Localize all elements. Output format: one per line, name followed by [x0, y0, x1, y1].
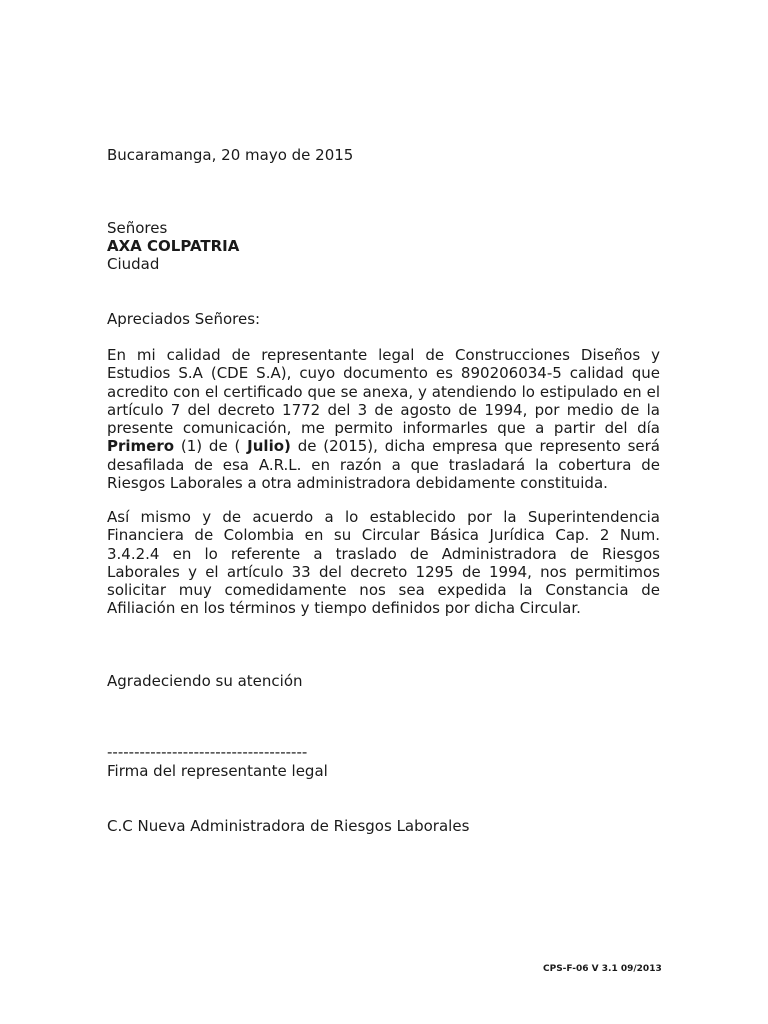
bold-day: Primero [107, 437, 175, 456]
paragraph-2 [107, 508, 660, 618]
paragraph-1-line: artículo 7 del decreto 1772 del 3 de agosto de 1994, por medio de la [107, 400, 660, 419]
paragraph-2-line: Financiera de Colombia en su Circular Básica Jurídica Cap. 2 Num. [107, 526, 660, 545]
paragraph-1-line-mixed [107, 437, 660, 455]
text-fragment: (1) de ( [174, 437, 248, 456]
greeting: Apreciados Señores: [107, 310, 261, 328]
paragraph-2-line: solicitar muy comedidamente nos sea expedida la Constancia de [107, 581, 660, 600]
paragraph-2-line: Laborales y el artículo 33 del decreto 1295 de 1994, nos permitimos [107, 562, 660, 581]
closing: Agradeciendo su atención [107, 672, 303, 690]
bold-month: Julio) [247, 437, 291, 456]
form-code: CPS-F-06 V 3.1 09/2013 [543, 964, 662, 974]
recipient-title: Señores [107, 219, 168, 237]
paragraph-2-line: Afiliación en los términos y tiempo definidos por dicha Circular. [107, 599, 581, 618]
paragraph-1-line: acredito con el certificado que se anexa, y atendiendo lo estipulado en el [107, 382, 660, 401]
paragraph-1-line: Riesgos Laborales a otra administradora debidamente constituida. [107, 474, 608, 493]
paragraph-1-line: En mi calidad de representante legal de Construcciones Diseños y [107, 346, 660, 364]
signature-label: Firma del representante legal [107, 762, 328, 780]
recipient-company: AXA COLPATRIA [107, 237, 240, 255]
paragraph-2-line: Así mismo y de acuerdo a lo establecido por la Superintendencia [107, 508, 660, 526]
paragraph-1-line: Estudios S.A (CDE S.A), cuyo documento es 890206034-5 calidad que [107, 364, 660, 383]
paragraph-1-line: desafilada de esa A.R.L. en razón a que trasladará la cobertura de [107, 455, 660, 474]
paragraph-1-line: presente comunicación, me permito informarles que a partir del día [107, 419, 660, 438]
recipient-city: Ciudad [107, 255, 160, 273]
signature-line: ------------------------------------- [107, 743, 308, 761]
paragraph-2-line: 3.4.2.4 en lo referente a traslado de Administradora de Riesgos [107, 544, 660, 563]
cc-line: C.C Nueva Administradora de Riesgos Laborales [107, 817, 470, 835]
paragraph-1 [107, 346, 660, 492]
date-line: Bucaramanga, 20 mayo de 2015 [107, 146, 354, 164]
text-fragment: de (2015), dicha empresa que represento será [290, 437, 661, 456]
